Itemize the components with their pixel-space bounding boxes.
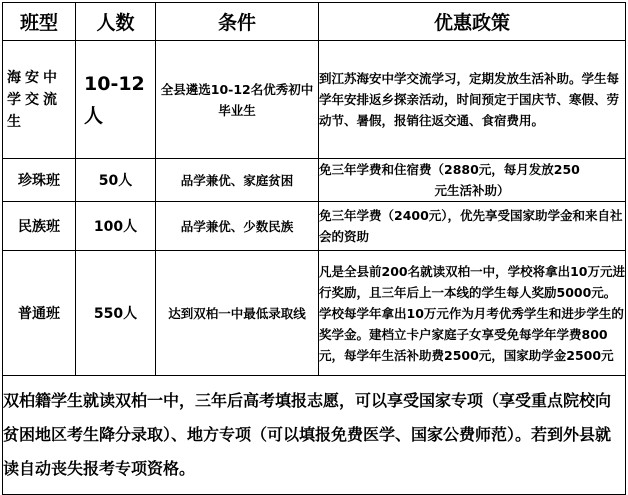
benefit-policy: 免三年学费（2400元），优先享受国家助学金和来自社会的资助 bbox=[319, 202, 626, 251]
class-type: 珍珠班 bbox=[3, 159, 76, 202]
benefit-policy: 凡是全县前200名就读双柏一中，学校将拿出10万元进行奖励，且三年后上一本线的学生每人奖励5000元。学校每学年拿出10万元作为月考优秀学生和进步学生的奖学金。建档立卡户家庭子女享受免每学年学费800元，每学年生活补助费2500元，国家助学金2500元 bbox=[319, 251, 626, 376]
header-row bbox=[3, 3, 626, 41]
header-count: 人数 bbox=[76, 3, 156, 41]
header-condition: 条件 bbox=[156, 3, 319, 41]
enrollment-policy-table bbox=[2, 2, 626, 495]
student-count: 10-12人 bbox=[76, 41, 156, 159]
benefit-policy: 到江苏海安中学交流学习，定期发放生活补助。学生每学年安排返乡探亲活动，时间预定于国庆节、寒假、劳动节、暑假，报销往返交通、食宿费用。 bbox=[319, 41, 626, 159]
benefit-line: 免三年学费和住宿费（2880元，每月发放250 bbox=[319, 162, 580, 177]
note-row bbox=[3, 376, 626, 495]
benefit-policy bbox=[319, 159, 626, 202]
class-type: 海安中学交流生 bbox=[3, 41, 76, 159]
table-row bbox=[3, 202, 626, 251]
special-program-note: 双柏籍学生就读双柏一中，三年后高考填报志愿，可以享受国家专项（享受重点院校向贫困地区考生降分录取）、地方专项（可以填报免费医学、国家公费师范）。若到外县就读自动丧失报考专项资格。 bbox=[3, 376, 626, 495]
admission-condition: 全县遴选10-12名优秀初中毕业生 bbox=[156, 41, 319, 159]
admission-condition: 达到双柏一中最低录取线 bbox=[156, 251, 319, 376]
student-count: 550人 bbox=[76, 251, 156, 376]
table-row bbox=[3, 41, 626, 159]
header-type: 班型 bbox=[3, 3, 76, 41]
header-benefit: 优惠政策 bbox=[319, 3, 626, 41]
table-row bbox=[3, 159, 626, 202]
admission-condition: 品学兼优、家庭贫困 bbox=[156, 159, 319, 202]
benefit-line: 元生活补助） bbox=[434, 183, 510, 198]
class-type: 普通班 bbox=[3, 251, 76, 376]
student-count: 100人 bbox=[76, 202, 156, 251]
student-count: 50人 bbox=[76, 159, 156, 202]
admission-condition: 品学兼优、少数民族 bbox=[156, 202, 319, 251]
table-row bbox=[3, 251, 626, 376]
class-type: 民族班 bbox=[3, 202, 76, 251]
